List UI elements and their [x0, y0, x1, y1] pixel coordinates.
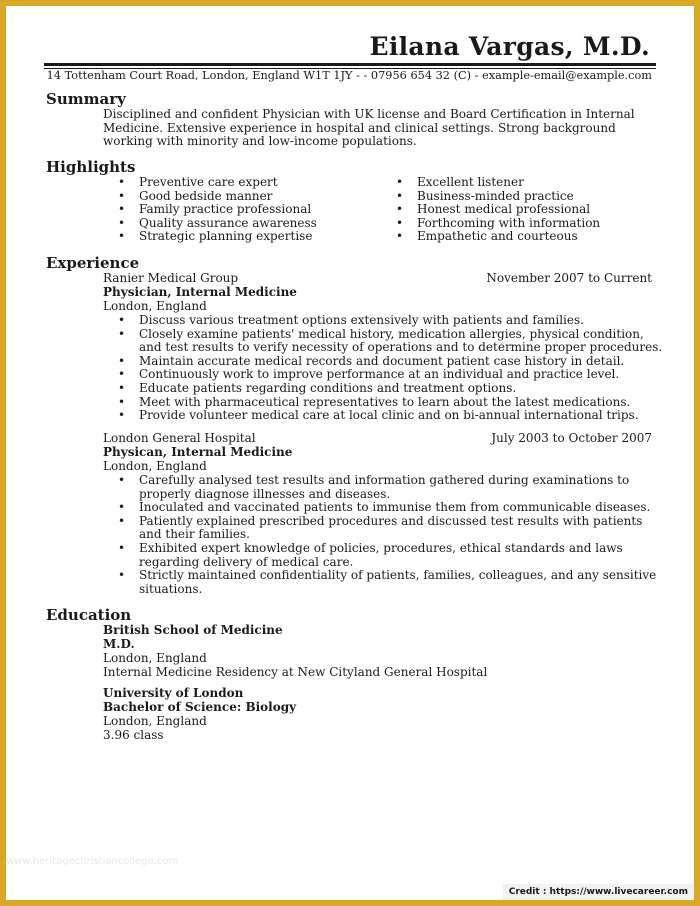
section-title-highlights: Highlights [46, 158, 136, 176]
education-degree: Bachelor of Science: Biology [103, 700, 297, 714]
job-bullet: • Exhibited expert knowledge of policies, procedures, ethical standards and laws regarding delivery of medical care. [104, 542, 664, 569]
highlight-item: • Empathetic and courteous [382, 230, 662, 244]
job-bullet: • Educate patients regarding conditions and treatment options. [104, 382, 664, 396]
highlight-item: • Honest medical professional [382, 203, 662, 217]
education-degree-field: Biology [245, 700, 297, 714]
resume-name: Eilana Vargas, M.D. [369, 32, 650, 61]
highlight-item: • Excellent listener [382, 176, 662, 190]
job-bullets [104, 474, 664, 596]
job-bullet: • Discuss various treatment options extensively with patients and families. [104, 314, 664, 328]
section-title-summary: Summary [46, 90, 126, 108]
resume-page [6, 6, 694, 900]
job-bullet: • Continuously work to improve performance at an individual and practice level. [104, 368, 664, 382]
credit-label: Credit : https://www.livecareer.com [503, 884, 694, 900]
highlight-item: • Forthcoming with information [382, 217, 662, 231]
job-bullet: • Patiently explained prescribed procedures and discussed test results with patients and their families. [104, 515, 664, 542]
job-bullet: • Inoculated and vaccinated patients to immunise them from communicable diseases. [104, 501, 664, 515]
education-location: London, England [103, 651, 207, 665]
highlight-item: • Business-minded practice [382, 190, 662, 204]
education-degree-prefix: Bachelor of Science [103, 700, 237, 714]
job-location: London, England [103, 299, 207, 313]
job-bullet: • Closely examine patients' medical history, medication allergies, physical condition, and test results to verify necessity of operations and to determine proper procedures. [104, 328, 664, 355]
header-rule-thick [44, 63, 656, 66]
highlight-item: • Family practice professional [104, 203, 374, 217]
education-detail: 3.96 class [103, 728, 164, 742]
job-dates: November 2007 to Current [486, 271, 652, 285]
job-role: Physician, Internal Medicine [103, 285, 297, 299]
highlight-item: • Preventive care expert [104, 176, 374, 190]
job-bullet: • Meet with pharmaceutical representatives to learn about the latest medications. [104, 396, 664, 410]
section-title-education: Education [46, 606, 132, 624]
job-bullet: • Maintain accurate medical records and document patient case history in detail. [104, 355, 664, 369]
highlights-list-left [104, 176, 374, 244]
education-degree: M.D. [103, 637, 135, 651]
section-title-experience: Experience [46, 254, 140, 272]
job-bullet: • Provide volunteer medical care at local clinic and on bi-annual international trips. [104, 409, 664, 423]
highlight-item: • Good bedside manner [104, 190, 374, 204]
highlight-item: • Quality assurance awareness [104, 217, 374, 231]
job-role: Physican, Internal Medicine [103, 445, 293, 459]
job-employer: London General Hospital [103, 431, 256, 445]
summary-text: Disciplined and confident Physician with UK license and Board Certification in Internal Medicine. Extensive experience in hospital and clinical settings. Strong background working with minority and low-income populations. [103, 107, 635, 149]
education-detail: Internal Medicine Residency at New Cityland General Hospital [103, 665, 488, 679]
education-location: London, England [103, 714, 207, 728]
contact-line: 14 Tottenham Court Road, London, England W1T 1JY - - 07956 654 32 (C) - example-email@example.com [46, 69, 652, 82]
job-location: London, England [103, 459, 207, 473]
highlights-list-right [382, 176, 662, 244]
education-school: University of London [103, 686, 244, 700]
job-bullet: • Carefully analysed test results and information gathered during examinations to properly diagnose illnesses and diseases. [104, 474, 664, 501]
job-bullet: • Strictly maintained confidentiality of patients, families, colleagues, and any sensitive situations. [104, 569, 664, 596]
job-dates: July 2003 to October 2007 [491, 431, 652, 445]
education-school: British School of Medicine [103, 623, 283, 637]
job-bullets [104, 314, 664, 423]
highlight-item: • Strategic planning expertise [104, 230, 374, 244]
job-employer: Ranier Medical Group [103, 271, 239, 285]
watermark-text: www.heritagechristiancollege.com [6, 856, 179, 867]
